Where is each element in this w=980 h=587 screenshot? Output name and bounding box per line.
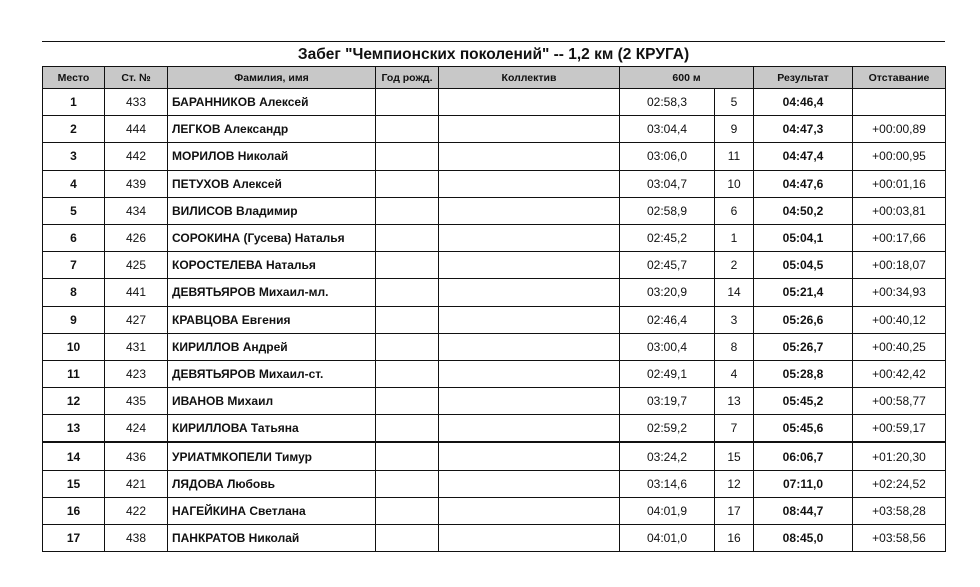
cell-gap: +03:58,56 [853, 525, 946, 552]
cell-gap: +00:40,12 [853, 306, 946, 333]
cell-birth-year [376, 143, 439, 170]
cell-team [439, 279, 620, 306]
cell-place: 1 [43, 89, 105, 116]
cell-team [439, 197, 620, 224]
cell-name: КИРИЛЛОВ Андрей [168, 333, 376, 360]
page-title: Забег "Чемпионских поколений" -- 1,2 км (2 КРУГА) [297, 46, 690, 63]
cell-bib: 424 [105, 415, 168, 443]
cell-place: 17 [43, 525, 105, 552]
cell-result: 04:50,2 [754, 197, 853, 224]
cell-gap: +03:58,28 [853, 497, 946, 524]
cell-split-time: 02:58,3 [620, 89, 715, 116]
cell-name: СОРОКИНА (Гусева) Наталья [168, 224, 376, 251]
cell-name: ВИЛИСОВ Владимир [168, 197, 376, 224]
cell-bib: 444 [105, 116, 168, 143]
cell-team [439, 170, 620, 197]
cell-gap: +00:40,25 [853, 333, 946, 360]
cell-split-rank: 3 [715, 306, 754, 333]
table-row[interactable] [43, 415, 946, 443]
cell-split-rank: 9 [715, 116, 754, 143]
cell-name: МОРИЛОВ Николай [168, 143, 376, 170]
cell-split-rank: 8 [715, 333, 754, 360]
cell-team [439, 252, 620, 279]
cell-result: 05:21,4 [754, 279, 853, 306]
cell-place: 12 [43, 388, 105, 415]
cell-split-time: 02:59,2 [620, 415, 715, 443]
cell-birth-year [376, 333, 439, 360]
cell-split-time: 03:19,7 [620, 388, 715, 415]
cell-split-rank: 2 [715, 252, 754, 279]
cell-split-time: 03:00,4 [620, 333, 715, 360]
cell-place: 10 [43, 333, 105, 360]
cell-result: 05:45,2 [754, 388, 853, 415]
cell-team [439, 116, 620, 143]
cell-gap [853, 89, 946, 116]
cell-place: 3 [43, 143, 105, 170]
results-table [42, 66, 946, 552]
cell-result: 08:44,7 [754, 497, 853, 524]
cell-place: 2 [43, 116, 105, 143]
cell-split-rank: 10 [715, 170, 754, 197]
cell-place: 16 [43, 497, 105, 524]
header-row [43, 67, 946, 89]
cell-bib: 433 [105, 89, 168, 116]
table-row[interactable] [43, 388, 946, 415]
cell-birth-year [376, 525, 439, 552]
cell-gap: +00:01,16 [853, 170, 946, 197]
cell-gap: +00:00,89 [853, 116, 946, 143]
cell-bib: 422 [105, 497, 168, 524]
cell-name: УРИАТМКОПЕЛИ Тимур [168, 442, 376, 470]
cell-result: 04:47,6 [754, 170, 853, 197]
cell-result: 05:26,7 [754, 333, 853, 360]
cell-split-time: 02:46,4 [620, 306, 715, 333]
table-row[interactable] [43, 252, 946, 279]
cell-split-time: 04:01,0 [620, 525, 715, 552]
cell-split-time: 04:01,9 [620, 497, 715, 524]
cell-bib: 439 [105, 170, 168, 197]
cell-birth-year [376, 170, 439, 197]
header-name[interactable]: Фамилия, имя [168, 67, 376, 89]
cell-gap: +00:03,81 [853, 197, 946, 224]
table-row[interactable] [43, 333, 946, 360]
cell-name: ПЕТУХОВ Алексей [168, 170, 376, 197]
cell-birth-year [376, 388, 439, 415]
cell-birth-year [376, 442, 439, 470]
cell-birth-year [376, 252, 439, 279]
cell-result: 04:47,4 [754, 143, 853, 170]
cell-name: ДЕВЯТЬЯРОВ Михаил-мл. [168, 279, 376, 306]
cell-team [439, 525, 620, 552]
cell-place: 8 [43, 279, 105, 306]
cell-birth-year [376, 360, 439, 387]
cell-name: ПАНКРАТОВ Николай [168, 525, 376, 552]
cell-split-time: 03:04,4 [620, 116, 715, 143]
table-row[interactable] [43, 470, 946, 497]
header-result[interactable]: Результат [754, 67, 853, 89]
cell-bib: 434 [105, 197, 168, 224]
cell-split-rank: 13 [715, 388, 754, 415]
cell-bib: 426 [105, 224, 168, 251]
cell-name: НАГЕЙКИНА Светлана [168, 497, 376, 524]
cell-place: 13 [43, 415, 105, 443]
cell-name: КОРОСТЕЛЕВА Наталья [168, 252, 376, 279]
cell-place: 5 [43, 197, 105, 224]
cell-place: 9 [43, 306, 105, 333]
cell-split-rank: 15 [715, 442, 754, 470]
cell-place: 14 [43, 442, 105, 470]
cell-gap: +00:17,66 [853, 224, 946, 251]
cell-split-rank: 4 [715, 360, 754, 387]
cell-bib: 438 [105, 525, 168, 552]
cell-split-time: 03:14,6 [620, 470, 715, 497]
cell-place: 6 [43, 224, 105, 251]
table-row[interactable] [43, 197, 946, 224]
cell-gap: +02:24,52 [853, 470, 946, 497]
cell-birth-year [376, 197, 439, 224]
cell-bib: 427 [105, 306, 168, 333]
cell-result: 05:04,5 [754, 252, 853, 279]
table-row[interactable] [43, 170, 946, 197]
cell-result: 08:45,0 [754, 525, 853, 552]
cell-place: 4 [43, 170, 105, 197]
table-row[interactable] [43, 442, 946, 470]
cell-bib: 423 [105, 360, 168, 387]
cell-team [439, 497, 620, 524]
header-team[interactable]: Коллектив [439, 67, 620, 89]
cell-place: 7 [43, 252, 105, 279]
cell-place: 15 [43, 470, 105, 497]
header-place[interactable]: Место [43, 67, 105, 89]
cell-gap: +01:20,30 [853, 442, 946, 470]
cell-team [439, 442, 620, 470]
cell-birth-year [376, 470, 439, 497]
cell-name: КРАВЦОВА Евгения [168, 306, 376, 333]
cell-split-rank: 1 [715, 224, 754, 251]
cell-team [439, 333, 620, 360]
cell-birth-year [376, 306, 439, 333]
cell-team [439, 360, 620, 387]
cell-gap: +00:59,17 [853, 415, 946, 443]
cell-split-rank: 7 [715, 415, 754, 443]
cell-birth-year [376, 89, 439, 116]
cell-birth-year [376, 497, 439, 524]
cell-birth-year [376, 279, 439, 306]
table-row[interactable] [43, 89, 946, 116]
cell-split-time: 02:45,2 [620, 224, 715, 251]
cell-result: 04:46,4 [754, 89, 853, 116]
cell-name: ИВАНОВ Михаил [168, 388, 376, 415]
cell-team [439, 224, 620, 251]
cell-team [439, 306, 620, 333]
cell-gap: +00:42,42 [853, 360, 946, 387]
table-row[interactable] [43, 279, 946, 306]
cell-result: 05:28,8 [754, 360, 853, 387]
cell-split-time: 02:49,1 [620, 360, 715, 387]
cell-bib: 431 [105, 333, 168, 360]
cell-name: КИРИЛЛОВА Татьяна [168, 415, 376, 443]
cell-name: БАРАННИКОВ Алексей [168, 89, 376, 116]
table-row[interactable] [43, 116, 946, 143]
cell-bib: 435 [105, 388, 168, 415]
table-row[interactable] [43, 360, 946, 387]
cell-gap: +00:34,93 [853, 279, 946, 306]
cell-gap: +00:18,07 [853, 252, 946, 279]
cell-bib: 421 [105, 470, 168, 497]
cell-birth-year [376, 116, 439, 143]
cell-result: 06:06,7 [754, 442, 853, 470]
cell-split-rank: 6 [715, 197, 754, 224]
table-row[interactable] [43, 224, 946, 251]
cell-split-time: 03:04,7 [620, 170, 715, 197]
cell-place: 11 [43, 360, 105, 387]
cell-split-time: 02:58,9 [620, 197, 715, 224]
cell-birth-year [376, 224, 439, 251]
cell-bib: 436 [105, 442, 168, 470]
cell-birth-year [376, 415, 439, 443]
cell-name: ЛЕГКОВ Александр [168, 116, 376, 143]
table-row[interactable] [43, 497, 946, 524]
cell-split-rank: 14 [715, 279, 754, 306]
cell-result: 05:04,1 [754, 224, 853, 251]
table-row[interactable] [43, 525, 946, 552]
cell-split-rank: 11 [715, 143, 754, 170]
cell-name: ЛЯДОВА Любовь [168, 470, 376, 497]
cell-team [439, 415, 620, 443]
cell-team [439, 388, 620, 415]
cell-split-rank: 17 [715, 497, 754, 524]
cell-name: ДЕВЯТЬЯРОВ Михаил-ст. [168, 360, 376, 387]
table-row[interactable] [43, 306, 946, 333]
header-bib[interactable]: Ст. № [105, 67, 168, 89]
cell-split-rank: 12 [715, 470, 754, 497]
cell-team [439, 143, 620, 170]
table-row[interactable] [43, 143, 946, 170]
cell-split-rank: 16 [715, 525, 754, 552]
cell-result: 07:11,0 [754, 470, 853, 497]
cell-split-time: 02:45,7 [620, 252, 715, 279]
cell-gap: +00:58,77 [853, 388, 946, 415]
cell-result: 04:47,3 [754, 116, 853, 143]
cell-team [439, 470, 620, 497]
top-divider [42, 41, 945, 42]
cell-bib: 442 [105, 143, 168, 170]
cell-team [439, 89, 620, 116]
cell-bib: 425 [105, 252, 168, 279]
cell-split-time: 03:24,2 [620, 442, 715, 470]
cell-result: 05:26,6 [754, 306, 853, 333]
cell-split-time: 03:06,0 [620, 143, 715, 170]
cell-result: 05:45,6 [754, 415, 853, 443]
cell-gap: +00:00,95 [853, 143, 946, 170]
header-split[interactable]: 600 м [620, 67, 754, 89]
header-birth-year[interactable]: Год рожд. [376, 67, 439, 89]
cell-split-rank: 5 [715, 89, 754, 116]
cell-split-time: 03:20,9 [620, 279, 715, 306]
cell-bib: 441 [105, 279, 168, 306]
header-gap[interactable]: Отставание [853, 67, 946, 89]
